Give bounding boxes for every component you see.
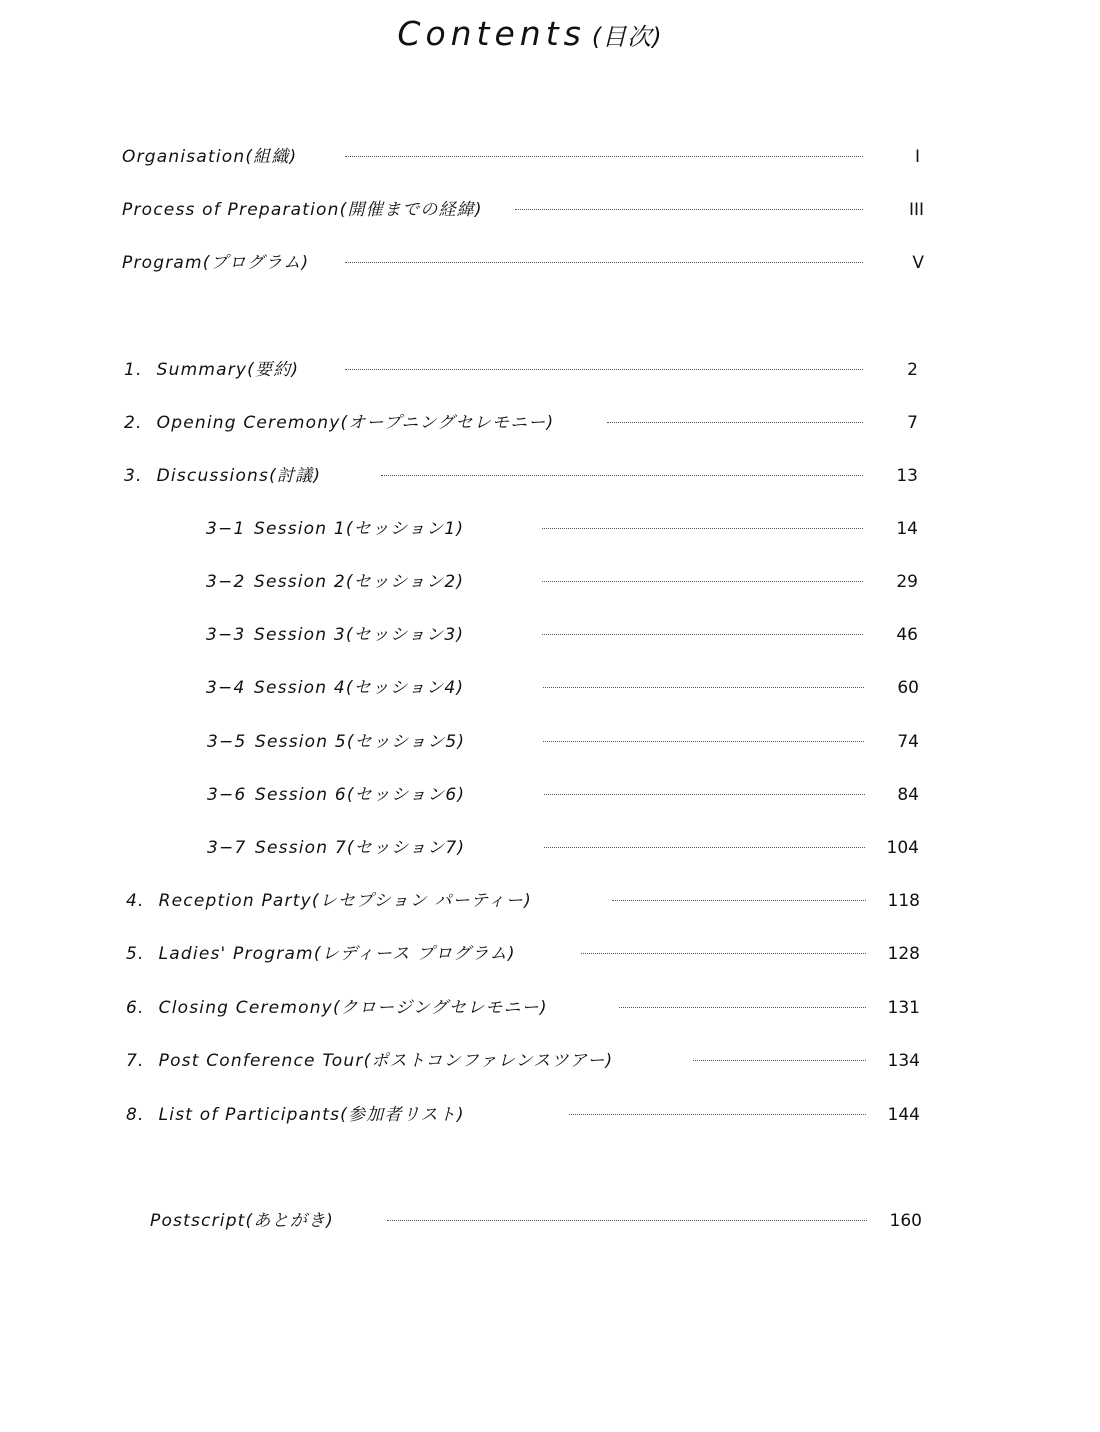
toc-entry-number: 3−5 (207, 732, 247, 752)
toc-entry-number: 1. (124, 360, 143, 380)
toc-entry-label: Process of Preparation(開催までの経緯) (122, 200, 483, 220)
toc-entry-label: Postscript(あとがき) (150, 1211, 335, 1231)
toc-entry-number: 3−2 (206, 572, 246, 592)
toc-entry-postscript[interactable] (0, 1206, 1100, 1236)
dot-leader (569, 1114, 866, 1115)
toc-entry-title: Session 6(セッション6) (255, 785, 466, 805)
toc-entry-label (206, 673, 464, 703)
toc-entry-title: Session 2(セッション2) (254, 572, 465, 592)
toc-entry-label (126, 993, 548, 1023)
toc-entry-label (126, 886, 532, 916)
dot-leader (607, 422, 863, 423)
toc-entry-number: 3−3 (206, 625, 246, 645)
toc-entry-page: 7 (907, 413, 918, 433)
toc-entry-label (126, 1100, 465, 1130)
toc-entry-title: Reception Party(レセプション パーティー) (158, 891, 532, 911)
toc-entry-page: 118 (887, 891, 920, 911)
title-main: Contents (397, 14, 586, 53)
toc-entry-process-of-preparation[interactable] (0, 195, 1100, 225)
toc-entry-title: Opening Ceremony(オープニングセレモニー) (156, 413, 555, 433)
toc-entry-session-3[interactable] (0, 620, 1100, 650)
toc-entry-number: 5. (126, 944, 145, 964)
toc-entry-label (207, 727, 465, 757)
dot-leader (381, 475, 863, 476)
toc-entry-session-2[interactable] (0, 567, 1100, 597)
dot-leader (542, 634, 863, 635)
toc-entry-title: Session 5(セッション5) (255, 732, 466, 752)
page-title (0, 14, 1060, 53)
title-sub: (目次) (591, 23, 663, 51)
toc-entry-title: Summary(要約) (156, 360, 300, 380)
toc-entry-label: Program(プログラム) (122, 253, 310, 273)
dot-leader (345, 369, 863, 370)
toc-entry-session-4[interactable] (0, 673, 1100, 703)
dot-leader (387, 1220, 867, 1221)
toc-entry-page: 160 (889, 1211, 922, 1231)
toc-entry-post-conference-tour[interactable] (0, 1046, 1100, 1076)
toc-entry-closing-ceremony[interactable] (0, 993, 1100, 1023)
dot-leader (515, 209, 863, 210)
toc-entry-number: 4. (126, 891, 145, 911)
toc-entry-number: 6. (126, 998, 145, 1018)
toc-entry-label (124, 408, 554, 438)
toc-entry-summary[interactable] (0, 355, 1100, 385)
toc-entry-page: 144 (887, 1105, 920, 1125)
toc-entry-page: 128 (887, 944, 920, 964)
toc-entry-label (206, 620, 464, 650)
toc-entry-page: 104 (886, 838, 919, 858)
toc-entry-page: I (914, 147, 920, 167)
toc-entry-number: 3. (124, 466, 143, 486)
toc-entry-page: 14 (896, 519, 918, 539)
toc-entry-program[interactable] (0, 248, 1100, 278)
dot-leader (543, 741, 864, 742)
toc-entry-label: Organisation(組織) (122, 147, 298, 167)
dot-leader (612, 900, 866, 901)
dot-leader (581, 953, 866, 954)
toc-entry-label (207, 780, 465, 810)
dot-leader (544, 794, 865, 795)
toc-entry-session-5[interactable] (0, 727, 1100, 757)
dot-leader (345, 262, 863, 263)
toc-entry-ladies-program[interactable] (0, 939, 1100, 969)
toc-entry-label (206, 514, 464, 544)
toc-entry-page: 46 (896, 625, 918, 645)
toc-entry-title: Post Conference Tour(ポストコンファレンスツアー) (158, 1051, 614, 1071)
toc-entry-opening-ceremony[interactable] (0, 408, 1100, 438)
dot-leader (693, 1060, 866, 1061)
toc-entry-title: List of Participants(参加者リスト) (158, 1105, 465, 1125)
toc-entry-page: 60 (897, 678, 919, 698)
toc-entry-session-7[interactable] (0, 833, 1100, 863)
toc-entry-label (124, 355, 299, 385)
toc-entry-page: 131 (887, 998, 920, 1018)
toc-entry-organisation[interactable] (0, 142, 1100, 172)
dot-leader (544, 847, 865, 848)
toc-entry-label (206, 567, 464, 597)
toc-entry-page: V (912, 253, 924, 273)
toc-entry-session-6[interactable] (0, 780, 1100, 810)
dot-leader (543, 687, 864, 688)
toc-entry-label (126, 1046, 613, 1076)
toc-entry-label (126, 939, 516, 969)
toc-entry-title: Session 1(セッション1) (254, 519, 465, 539)
toc-entry-number: 2. (124, 413, 143, 433)
toc-entry-title: Session 7(セッション7) (255, 838, 466, 858)
dot-leader (542, 581, 863, 582)
toc-entry-page: 13 (896, 466, 918, 486)
toc-entry-session-1[interactable] (0, 514, 1100, 544)
toc-entry-number: 3−7 (207, 838, 247, 858)
toc-entry-title: Ladies' Program(レディース プログラム) (158, 944, 516, 964)
dot-leader (619, 1007, 866, 1008)
toc-entry-number: 8. (126, 1105, 145, 1125)
toc-entry-number: 7. (126, 1051, 145, 1071)
dot-leader (345, 156, 863, 157)
toc-entry-title: Closing Ceremony(クロージングセレモニー) (158, 998, 548, 1018)
toc-entry-list-of-participants[interactable] (0, 1100, 1100, 1130)
toc-entry-label (207, 833, 465, 863)
toc-entry-page: III (908, 200, 924, 220)
toc-entry-discussions[interactable] (0, 461, 1100, 491)
toc-entry-page: 84 (897, 785, 919, 805)
toc-entry-number: 3−1 (206, 519, 246, 539)
toc-entry-reception-party[interactable] (0, 886, 1100, 916)
toc-entry-title: Session 3(セッション3) (254, 625, 465, 645)
toc-entry-page: 29 (896, 572, 918, 592)
toc-entry-title: Discussions(討議) (156, 466, 322, 486)
toc-entry-page: 74 (897, 732, 919, 752)
toc-entry-page: 134 (887, 1051, 920, 1071)
toc-entry-label (124, 461, 321, 491)
toc-entry-title: Session 4(セッション4) (254, 678, 465, 698)
toc-entry-number: 3−4 (206, 678, 246, 698)
toc-entry-number: 3−6 (207, 785, 247, 805)
toc-entry-page: 2 (907, 360, 918, 380)
dot-leader (542, 528, 863, 529)
